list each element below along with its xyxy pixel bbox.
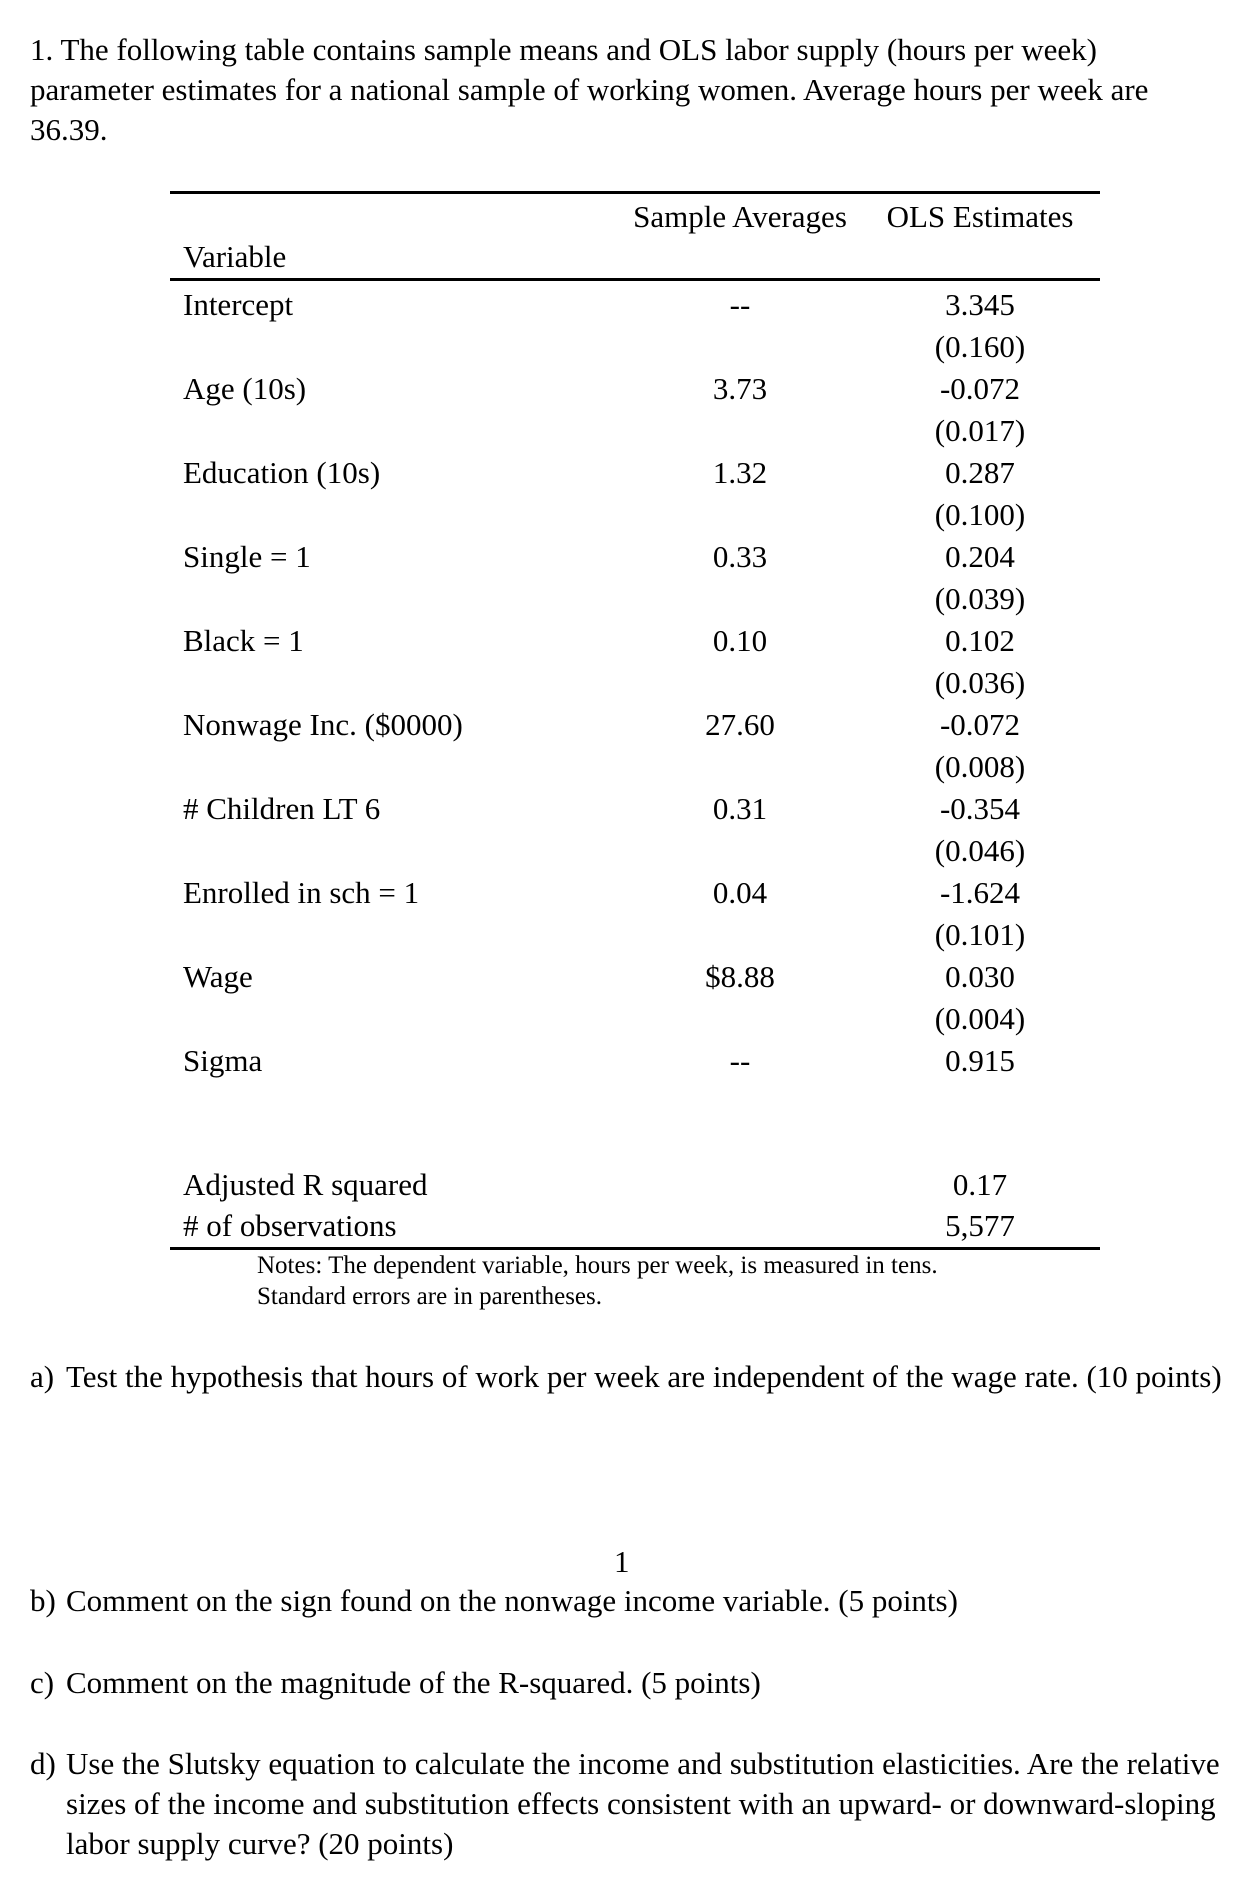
variable-name: Wage [183, 959, 253, 994]
ols-estimate: 0.030 [945, 959, 1015, 994]
header-variable: Variable [183, 239, 287, 274]
question-label: a) [30, 1359, 55, 1394]
question-b [30, 1581, 1230, 1621]
ols-estimate: -0.072 [939, 371, 1021, 406]
standard-error: (0.100) [934, 497, 1026, 532]
variable-name: # Children LT 6 [183, 791, 381, 826]
question-c [30, 1663, 1230, 1703]
table-row [170, 872, 1100, 956]
stat-label: # of observations [183, 1208, 397, 1243]
standard-error: (0.036) [934, 665, 1026, 700]
header-sample-averages: Sample Averages [633, 199, 847, 234]
variable-name: Education (10s) [183, 455, 381, 490]
table-row [170, 1040, 1100, 1124]
standard-error: (0.039) [934, 581, 1026, 616]
ols-estimate: -1.624 [939, 875, 1021, 910]
table-notes [257, 1250, 938, 1312]
sample-average: 0.10 [712, 623, 768, 658]
question-text: Test the hypothesis that hours of work per week are independent of the wage rate. (10 points) [66, 1359, 1222, 1394]
variable-name: Enrolled in sch = 1 [183, 875, 420, 910]
table-row [170, 536, 1100, 620]
header-ols-estimates: OLS Estimates [886, 199, 1074, 234]
table-row [170, 788, 1100, 872]
sample-average: $8.88 [705, 959, 775, 994]
stat-row-observations [170, 1205, 1100, 1247]
sample-average: 3.73 [712, 371, 768, 406]
ols-estimate: 0.915 [945, 1043, 1015, 1078]
table-row [170, 368, 1100, 452]
table-header-rule [170, 278, 1100, 281]
standard-error: (0.101) [934, 917, 1026, 952]
intro-paragraph: 1. The following table contains sample means and OLS labor supply (hours per week) parameter estimates for a national sample of working women. Average hours per week are 36.39. [30, 32, 1149, 147]
question-label: b) [30, 1583, 56, 1618]
standard-error: (0.017) [934, 413, 1026, 448]
variable-name: Age (10s) [183, 371, 307, 406]
sample-average: 0.31 [712, 791, 768, 826]
sample-average: 27.60 [705, 707, 775, 742]
stat-row-adjusted-r-squared [170, 1164, 1100, 1206]
question-a [30, 1357, 1230, 1439]
variable-name: Nonwage Inc. ($0000) [183, 707, 463, 742]
table-row [170, 284, 1100, 368]
notes-line: Standard errors are in parentheses. [257, 1283, 602, 1310]
stat-label: Adjusted R squared [183, 1167, 428, 1202]
sample-average: 0.33 [712, 539, 768, 574]
variable-name: Intercept [183, 287, 294, 322]
variable-name: Black = 1 [183, 623, 304, 658]
question-label: d) [30, 1746, 56, 1781]
standard-error: (0.004) [934, 1001, 1026, 1036]
table-row [170, 620, 1100, 704]
ols-estimate: -0.072 [939, 707, 1021, 742]
stat-value: 0.17 [952, 1167, 1008, 1202]
sample-average: 0.04 [712, 875, 768, 910]
variable-name: Single = 1 [183, 539, 311, 574]
sample-average: 1.32 [712, 455, 768, 490]
page-number: 1 [614, 1544, 630, 1579]
table-row [170, 452, 1100, 536]
ols-estimate: 0.102 [945, 623, 1015, 658]
ols-estimate: 0.204 [945, 539, 1015, 574]
question-label: c) [30, 1665, 55, 1700]
question-text: Use the Slutsky equation to calculate the income and substitution elasticities. Are the relative sizes of the income and substitution effects consistent with an upward- or downward-sloping labor supply curve? (20 points) [66, 1746, 1220, 1861]
stat-value: 5,577 [945, 1208, 1015, 1243]
notes-line: Notes: The dependent variable, hours per week, is measured in tens. [257, 1252, 938, 1279]
table-row [170, 956, 1100, 1040]
table-row [170, 704, 1100, 788]
ols-estimate: -0.354 [939, 791, 1021, 826]
question-text: Comment on the magnitude of the R-squared. (5 points) [66, 1665, 761, 1700]
standard-error: (0.160) [934, 329, 1026, 364]
question-text: Comment on the sign found on the nonwage income variable. (5 points) [66, 1583, 958, 1618]
table-top-rule [170, 191, 1100, 194]
ols-estimate: 3.345 [945, 287, 1015, 322]
standard-error: (0.046) [934, 833, 1026, 868]
standard-error: (0.008) [934, 749, 1026, 784]
question-d [30, 1744, 1230, 1866]
ols-estimate: 0.287 [945, 455, 1015, 490]
variable-name: Sigma [183, 1043, 263, 1078]
sample-average: -- [729, 1043, 751, 1078]
sample-average: -- [729, 287, 751, 322]
